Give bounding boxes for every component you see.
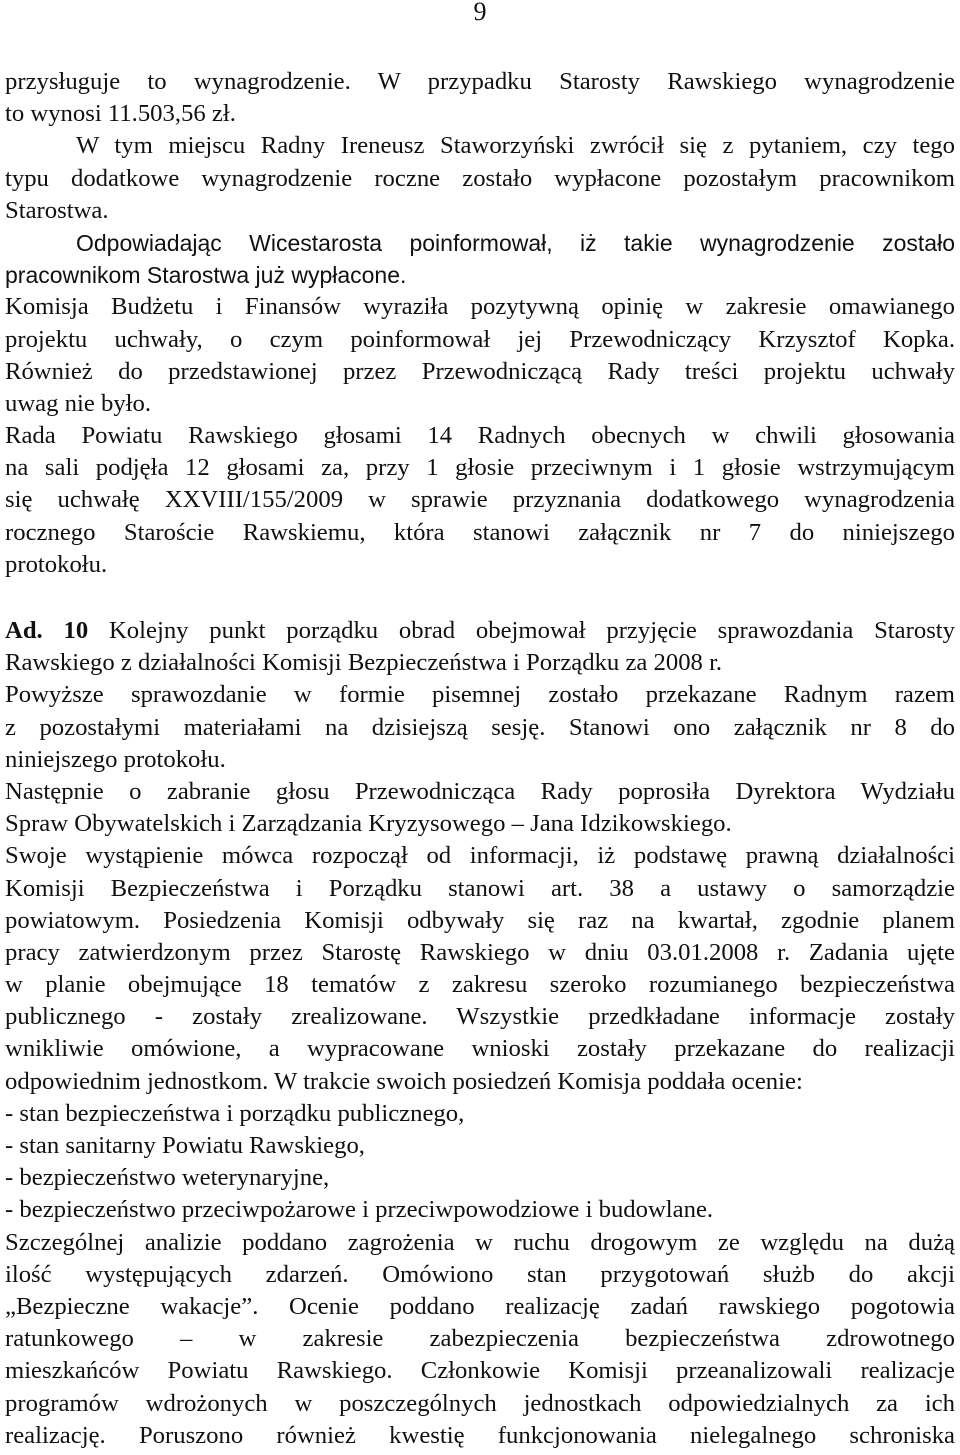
text-line: Następnie o zabranie głosu Przewodnicząca Rady poprosiła Dyrektora Wydziału (5, 777, 955, 805)
text-line: Rada Powiatu Rawskiego głosami 14 Radnych obecnych w chwili głosowania (5, 422, 955, 450)
text-line: pracownikom Starostwa już wypłacone. (5, 262, 407, 289)
text-line: Swoje wystąpienie mówca rozpoczął od informacji, iż podstawę prawną działalności (5, 842, 955, 870)
list-item: - bezpieczeństwo przeciwpożarowe i przeciwpowodziowe i budowlane. (5, 1196, 714, 1224)
list-item: - stan sanitarny Powiatu Rawskiego, (5, 1132, 365, 1159)
paragraph-gap (5, 581, 955, 615)
agenda-item-number: 10 (63, 617, 89, 644)
text-line: „Bezpieczne wakacje”. Ocenie poddano realizację zadań rawskiego pogotowia (5, 1292, 955, 1320)
text-line: ratunkowego – w zakresie zabezpieczenia bezpieczeństwa zdrowotnego (5, 1325, 955, 1353)
text-line: niniejszego protokołu. (5, 745, 226, 773)
text-line: programów wdrożonych w poszczególnych jednostkach odpowiedzialnych za ich (5, 1389, 955, 1417)
text-line: Szczególnej analizie poddano zagrożenia w ruchu drogowym ze względu na dużą (5, 1228, 955, 1256)
text-line: Powyższe sprawozdanie w formie pisemnej zostało przekazane Radnym razem (5, 681, 955, 709)
text-line: realizację. Poruszono również kwestię funkcjonowania nielegalnego schroniska (5, 1421, 955, 1449)
text-line: W tym miejscu Radny Ireneusz Staworzyński zwrócił się z pytaniem, czy tego (76, 132, 955, 160)
text-line: wnikliwie omówione, a wypracowane wnioski zostały przekazane do realizacji (5, 1035, 955, 1063)
text-line: mieszkańców Powiatu Rawskiego. Członkowie Komisji przeanalizowali realizacje (5, 1357, 955, 1385)
agenda-item-text: Kolejny punkt porządku obrad obejmował przyjęcie sprawozdania Starosty (88, 617, 955, 644)
agenda-item-heading (5, 615, 955, 647)
text-line: ilość występujących zdarzeń. Omówiono stan przygotowań służb do akcji (5, 1260, 955, 1288)
text-line: Odpowiadając Wicestarosta poinformował, iż takie wynagrodzenie zostało (76, 229, 955, 256)
text-line: Komisji Bezpieczeństwa i Porządku stanowi art. 38 a ustawy o samorządzie (5, 874, 955, 902)
agenda-item-label: Ad. (5, 617, 43, 644)
list-item: - stan bezpieczeństwa i porządku publicznego, (5, 1099, 465, 1127)
text-line: publicznego - zostały zrealizowane. Wszystkie przedkładane informacje zostały (5, 1003, 955, 1031)
text-line: typu dodatkowe wynagrodzenie roczne zostało wypłacone pozostałym pracownikom (5, 164, 955, 192)
text-line: w planie obejmujące 18 tematów z zakresu szeroko rozumianego bezpieczeństwa (5, 971, 955, 999)
text-line: z pozostałymi materiałami na dzisiejszą sesję. Stanowi ono załącznik nr 8 do (5, 713, 955, 741)
text-line: się uchwałę XXVIII/155/2009 w sprawie przyznania dodatkowego wynagrodzenia (5, 486, 955, 514)
text-line: to wynosi 11.503,56 zł. (5, 100, 236, 128)
text-line: Komisja Budżetu i Finansów wyraziła pozytywną opinię w zakresie omawianego (5, 293, 955, 321)
text-line: pracy zatwierdzonym przez Starostę Rawskiego w dniu 03.01.2008 r. Zadania ujęte (5, 938, 955, 966)
text-line: Również do przedstawionej przez Przewodniczącą Rady treści projektu uchwały (5, 357, 955, 385)
text-line: przysługuje to wynagrodzenie. W przypadku Starosty Rawskiego wynagrodzenie (5, 68, 955, 95)
text-line: projektu uchwały, o czym poinformował jej Przewodniczący Krzysztof Kopka. (5, 325, 955, 353)
page-number: 9 (473, 0, 487, 26)
text-line: na sali podjęła 12 głosami za, przy 1 głosie przeciwnym i 1 głosie wstrzymującym (5, 454, 955, 482)
text-line: rocznego Staroście Rawskiemu, która stanowi załącznik nr 7 do niniejszego (5, 518, 955, 546)
text-line: odpowiednim jednostkom. W trakcie swoich posiedzeń Komisja poddała ocenie: (5, 1067, 803, 1095)
text-line: Starostwa. (5, 196, 109, 224)
document-body (5, 66, 955, 1452)
list-item: - bezpieczeństwo weterynaryjne, (5, 1164, 330, 1192)
text-line: uwag nie było. (5, 389, 152, 417)
text-line: protokołu. (5, 550, 108, 578)
text-line: Spraw Obywatelskich i Zarządzania Kryzysowego – Jana Idzikowskiego. (5, 810, 732, 838)
text-line: Rawskiego z działalności Komisji Bezpieczeństwa i Porządku za 2008 r. (5, 649, 723, 677)
text-line: powiatowym. Posiedzenia Komisji odbywały się raz na kwartał, zgodnie planem (5, 906, 955, 934)
